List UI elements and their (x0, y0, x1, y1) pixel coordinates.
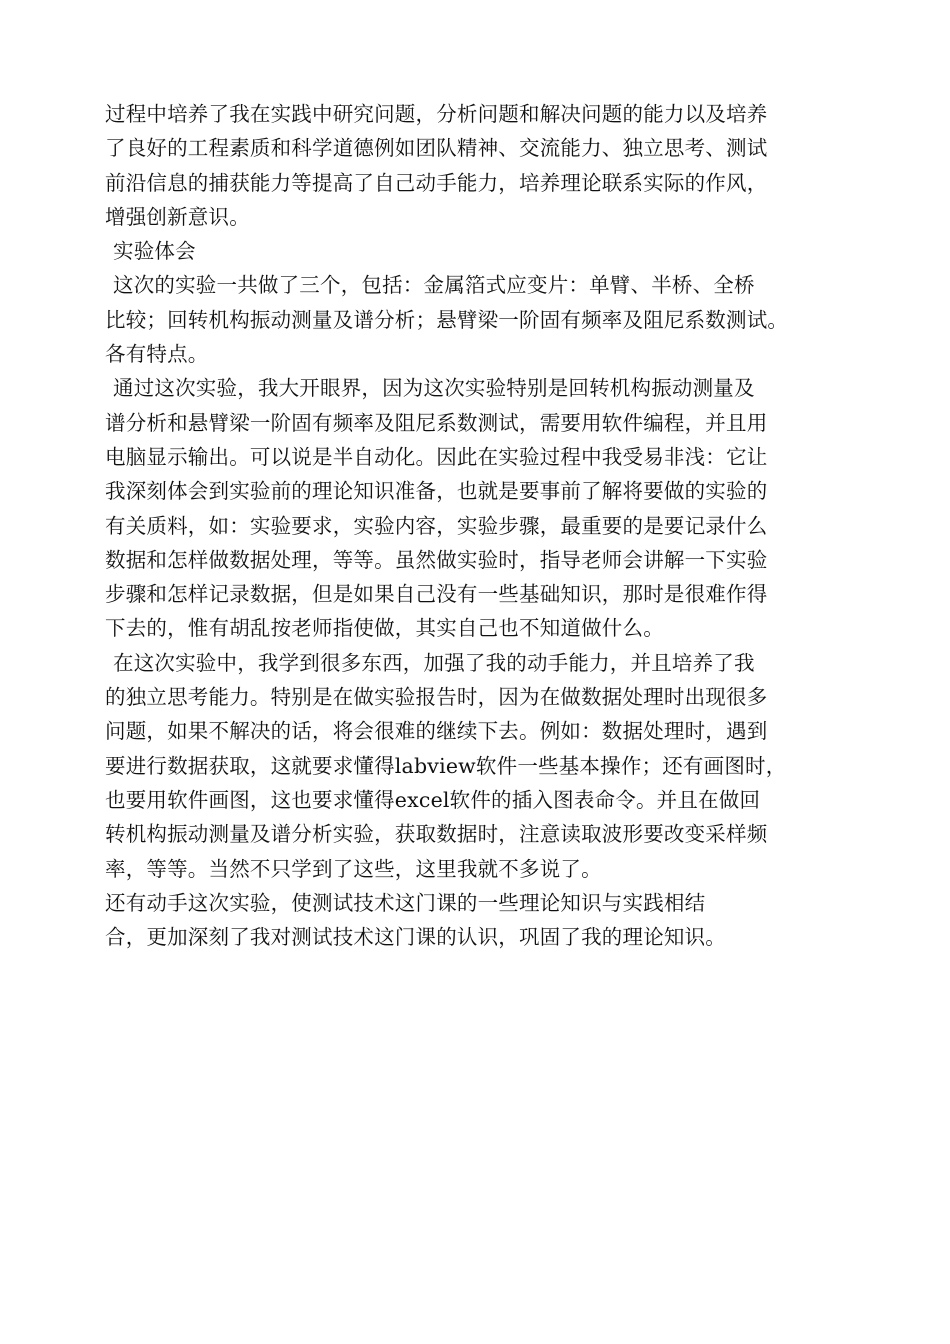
text-line: 通过这次实验，我大开眼界，因为这次实验特别是回转机构振动测量及 (113, 376, 755, 401)
document-body (105, 97, 865, 954)
text-line: 还有动手这次实验，使测试技术这门课的一些理论知识与实践相结 (105, 890, 706, 915)
text-line: 我深刻体会到实验前的理论知识准备，也就是要事前了解将要做的实验的 (105, 479, 768, 504)
text-line: 有关质料，如：实验要求，实验内容，实验步骤，最重要的是要记录什么 (105, 513, 768, 538)
text-line: 了良好的工程素质和科学道德例如团队精神、交流能力、独立思考、测试 (105, 136, 768, 161)
text-line: 在这次实验中，我学到很多东西，加强了我的动手能力，并且培养了我 (113, 650, 755, 675)
text-line: 过程中培养了我在实践中研究问题，分析问题和解决问题的能力以及培养 (105, 102, 768, 126)
text-line: 谱分析和悬臂梁一阶固有频率及阻尼系数测试，需要用软件编程，并且用 (105, 410, 768, 435)
text-line: 的独立思考能力。特别是在做实验报告时，因为在做数据处理时出现很多 (105, 685, 768, 710)
text-line: 前沿信息的捕获能力等提高了自己动手能力，培养理论联系实际的作风， (105, 170, 768, 195)
text-line: 数据和怎样做数据处理，等等。虽然做实验时，指导老师会讲解一下实验 (105, 547, 768, 572)
text-line: 率，等等。当然不只学到了这些，这里我就不多说了。 (105, 856, 602, 881)
text-line: 这次的实验一共做了三个，包括：金属箔式应变片：单臂、半桥、全桥 (113, 273, 755, 298)
text-line: 增强创新意识。 (105, 204, 250, 229)
text-line: 比较；回转机构振动测量及谱分析；悬臂梁一阶固有频率及阻尼系数测试。 (105, 307, 789, 332)
text-line: 步骤和怎样记录数据，但是如果自己没有一些基础知识，那时是很难作得 (105, 582, 768, 607)
text-line: 转机构振动测量及谱分析实验，获取数据时，注意读取波形要改变采样频 (105, 822, 768, 847)
text-line: 各有特点。 (105, 342, 209, 367)
text-line: 电脑显示输出。可以说是半自动化。因此在实验过程中我受易非浅：它让 (105, 444, 768, 469)
text-line: 下去的，惟有胡乱按老师指使做，其实自己也不知道做什么。 (105, 616, 664, 641)
text-line: 也要用软件画图，这也要求懂得excel软件的插入图表命令。并且在做回 (105, 787, 761, 812)
section-heading: 实验体会 (113, 239, 196, 264)
text-line: 要进行数据获取，这就要求懂得labview软件一些基本操作；还有画图时， (105, 753, 787, 778)
text-line: 问题，如果不解决的话，将会很难的继续下去。例如：数据处理时，遇到 (105, 719, 768, 744)
text-line: 合，更加深刻了我对测试技术这门课的认识，巩固了我的理论知识。 (105, 925, 726, 950)
